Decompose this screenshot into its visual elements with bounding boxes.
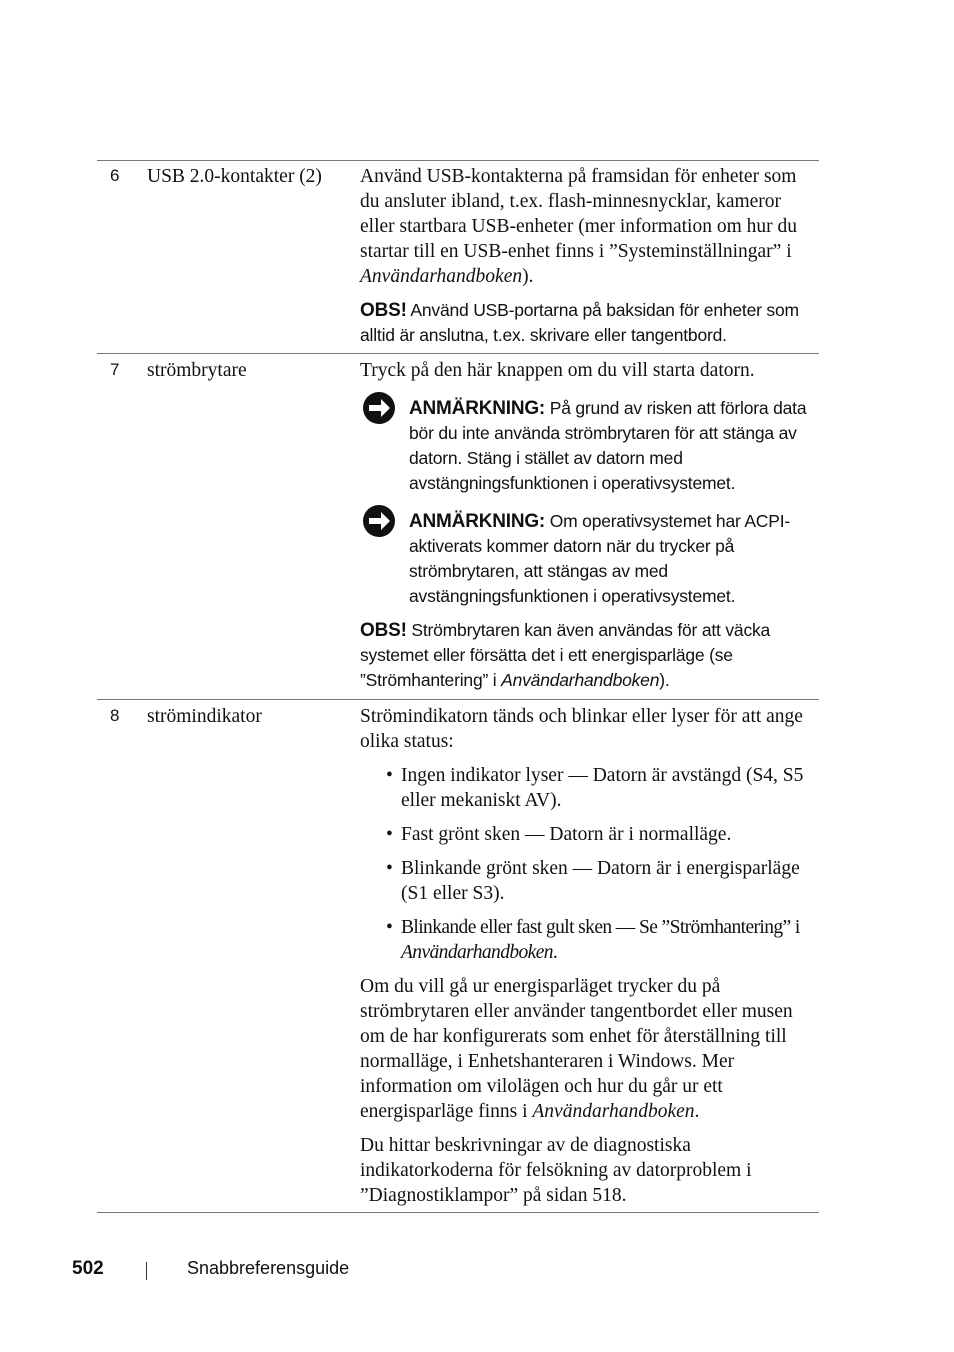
page-number: 502 — [72, 1258, 104, 1279]
notice-arrow-icon — [362, 504, 396, 538]
row-number: 8 — [110, 706, 120, 725]
table-rule-bottom — [97, 1212, 819, 1213]
table-rule-top — [97, 160, 819, 161]
row-description: Strömindikatorn tänds och blinkar eller lyser för att ange olika status: — [360, 706, 803, 752]
obs-label: OBS! — [360, 620, 407, 641]
obs-label: OBS! — [360, 300, 407, 321]
obs-note: OBS! Använd USB-portarna på baksidan för enheter som alltid är anslutna, t.ex. skrivare eller tangentbord. — [360, 300, 799, 345]
row-number: 7 — [110, 360, 120, 379]
table-rule-row-7 — [97, 353, 819, 354]
obs-note: OBS! Strömbrytaren kan även användas för att väcka systemet eller försätta det i ett energisparläge (se ”Strömhantering” i Användarhandboken). — [360, 620, 771, 690]
row-description: Tryck på den här knappen om du vill starta datorn. — [360, 360, 755, 381]
row-description: Använd USB-kontakterna på framsidan för enheter som du ansluter ibland, t.ex. flash-minnesnycklar, kameror eller startbara USB-enheter (mer information om hur du startar till en USB-enhet finns i ”Systeminställningar” i Användarhandboken). — [360, 166, 797, 287]
row-name: USB 2.0-kontakter (2) — [147, 166, 322, 187]
row-name: strömindikator — [147, 706, 262, 727]
table-rule-row-8 — [97, 699, 819, 700]
paragraph: Du hittar beskrivningar av de diagnostiska indikatorkoderna för felsökning av datorproblem i ”Diagnostiklampor” på sidan 518. — [360, 1135, 752, 1206]
row-name: strömbrytare — [147, 360, 247, 381]
footer-divider — [146, 1262, 147, 1280]
paragraph: Om du vill gå ur energisparläget trycker du på strömbrytaren eller använder tangentbordet eller musen om de har konfigurerats som enhet för återställning till normalläge, i Enhetshanteraren i Windows. Mer information om vilolägen och hur du går ur ett energisparläge finns i Användarhandboken. — [360, 976, 793, 1122]
row-number: 6 — [110, 166, 120, 185]
footer-title: Snabbreferensguide — [187, 1258, 350, 1278]
notice-arrow-icon — [362, 391, 396, 425]
